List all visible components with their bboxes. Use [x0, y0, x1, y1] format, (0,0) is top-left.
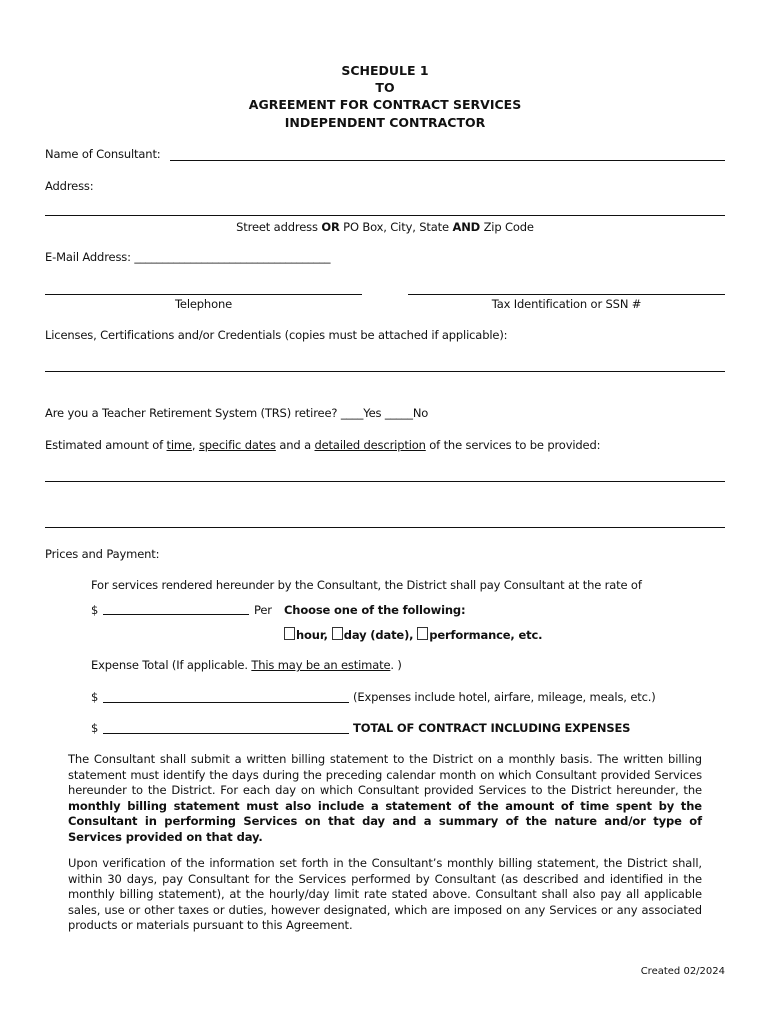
prices-heading: Prices and Payment:: [45, 547, 160, 561]
total-dollar: $: [91, 721, 99, 735]
address-line[interactable]: [45, 215, 725, 216]
hour-checkbox[interactable]: [284, 627, 295, 640]
title-contractor: INDEPENDENT CONTRACTOR: [284, 115, 486, 130]
rate-options: hour, day (date), performance, etc.: [284, 627, 542, 642]
verification-paragraph: Upon verification of the information set forth in the Consultant’s monthly billing statement, the District shall, within 30 days, pay Consultant for the Services performed by Consultant (as described and identified in the monthly billing statement), at the hourly/day limit rate stated above. Consultant shall also pay all applicable sales, use or other taxes or duties, however designated, which are imposed on any Services or any associated products or materials pursuant to this Agreement.: [68, 856, 702, 932]
services-line-2[interactable]: [45, 527, 725, 528]
day-checkbox[interactable]: [332, 627, 343, 640]
address-caption: Street address OR PO Box, City, State AND Zip Code: [236, 220, 534, 234]
expenses-note: (Expenses include hotel, airfare, mileage, meals, etc.): [353, 690, 656, 704]
title-agreement: AGREEMENT FOR CONTRACT SERVICES: [248, 97, 522, 112]
trs-question[interactable]: Are you a Teacher Retirement System (TRS) retiree? ____Yes _____No: [45, 406, 429, 420]
title-to: TO: [375, 80, 395, 95]
expense-amount-line[interactable]: [103, 702, 349, 703]
tax-id-line[interactable]: [408, 294, 725, 295]
telephone-caption: Telephone: [174, 297, 233, 311]
name-line[interactable]: [170, 160, 725, 161]
expense-dollar: $: [91, 690, 99, 704]
performance-checkbox[interactable]: [417, 627, 428, 640]
rate-per: Per: [254, 603, 272, 617]
total-amount-line[interactable]: [103, 733, 349, 734]
rate-text: For services rendered hereunder by the Consultant, the District shall pay Consultant at the rate of: [91, 578, 642, 592]
billing-paragraph: The Consultant shall submit a written billing statement to the District on a monthly basis. The written billing statement must identify the days during the preceding calendar month on which Consultant provided Services hereunder to the District. For each day on which Consultant provided Services to the District hereunder, the monthly billing statement must also include a statement of the amount of time spent by the Consultant in performing Services on that day and a summary of the nature and/or type of Services provided on that day.: [68, 752, 702, 844]
rate-dollar: $: [91, 603, 99, 617]
licenses-label: Licenses, Certifications and/or Credentials (copies must be attached if applicable):: [45, 328, 508, 342]
total-label: TOTAL OF CONTRACT INCLUDING EXPENSES: [353, 721, 631, 735]
created-date: Created 02/2024: [640, 966, 725, 977]
services-line-1[interactable]: [45, 481, 725, 482]
choose-label: Choose one of the following:: [284, 603, 466, 617]
email-field[interactable]: E-Mail Address: ___________________________________: [45, 250, 331, 264]
title-schedule: SCHEDULE 1: [341, 63, 429, 78]
estimated-label: Estimated amount of time, specific dates and a detailed description of the services to be provided:: [45, 438, 601, 452]
expense-label: Expense Total (If applicable. This may be an estimate. ): [91, 658, 402, 672]
tax-id-caption: Tax Identification or SSN #: [491, 297, 642, 311]
address-label: Address:: [45, 179, 94, 193]
telephone-line[interactable]: [45, 294, 362, 295]
licenses-line[interactable]: [45, 371, 725, 372]
rate-amount-line[interactable]: [103, 614, 249, 615]
name-label: Name of Consultant:: [45, 147, 161, 161]
